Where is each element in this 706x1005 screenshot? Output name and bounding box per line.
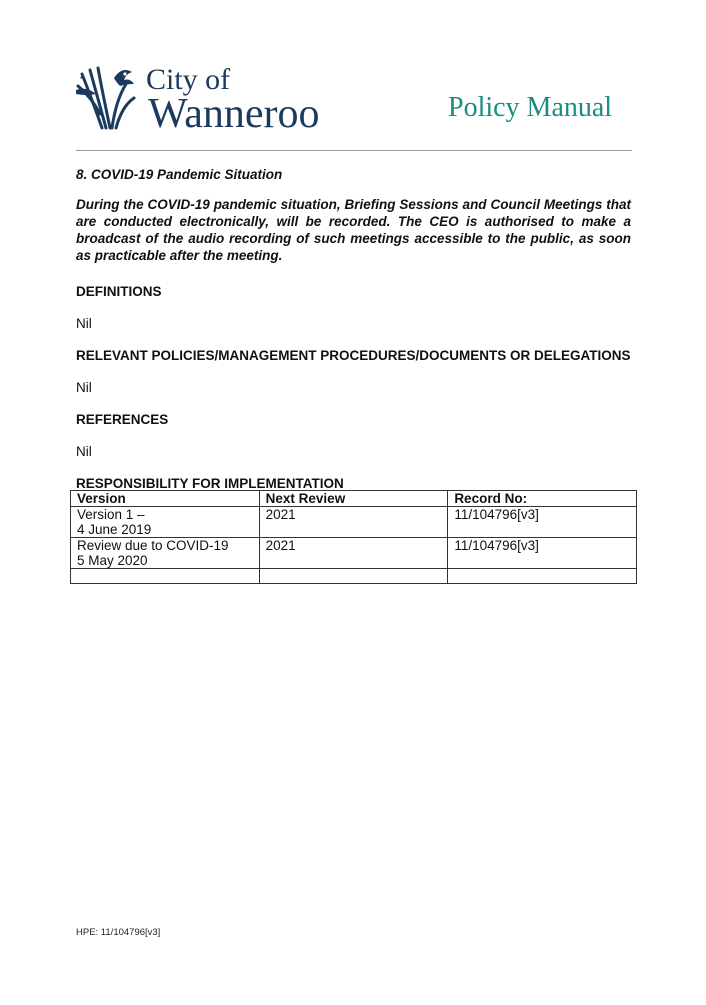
- table-row-empty: [71, 569, 637, 584]
- references-heading: REFERENCES: [76, 412, 169, 427]
- col-version-header: Version: [71, 491, 260, 507]
- version-line1: Review due to COVID-19: [77, 538, 229, 553]
- empty-cell: [71, 569, 260, 584]
- footer-hpe-reference: HPE: 11/104796[v3]: [76, 927, 161, 938]
- header-divider: [76, 150, 632, 151]
- version-line2: 4 June 2019: [77, 522, 152, 537]
- document-body: [76, 166, 631, 507]
- table-header-row: [71, 491, 637, 507]
- policy-manual-title: Policy Manual: [448, 92, 613, 123]
- record-cell: 11/104796[v3]: [448, 538, 637, 569]
- section-heading: 8. COVID-19 Pandemic Situation: [76, 167, 283, 182]
- version-cell: [71, 507, 260, 538]
- references-text: Nil: [76, 444, 92, 459]
- responsibility-heading: RESPONSIBILITY FOR IMPLEMENTATION: [76, 476, 344, 491]
- logo-city-text: City of: [146, 63, 231, 96]
- wanneroo-emblem-icon: [76, 64, 142, 132]
- empty-cell: [259, 569, 448, 584]
- definitions-text: Nil: [76, 316, 92, 331]
- version-cell: [71, 538, 260, 569]
- next-review-cell: 2021: [259, 538, 448, 569]
- empty-cell: [448, 569, 637, 584]
- version-line1: Version 1 –: [77, 507, 145, 522]
- definitions-heading: DEFINITIONS: [76, 284, 162, 299]
- city-logo: [76, 63, 326, 137]
- version-line2: 5 May 2020: [77, 553, 148, 568]
- col-next-review-header: Next Review: [259, 491, 448, 507]
- relevant-policies-heading: RELEVANT POLICIES/MANAGEMENT PROCEDURES/DOCUMENTS OR DELEGATIONS: [76, 348, 631, 363]
- section-text: During the COVID-19 pandemic situation, Briefing Sessions and Council Meetings that are conducted electronically, will be recorded. The CEO is authorised to make a broadcast of the audio recording of such meetings accessible to the public, as soon as practicable after the meeting.: [76, 197, 631, 263]
- col-record-header: Record No:: [448, 491, 637, 507]
- next-review-cell: 2021: [259, 507, 448, 538]
- logo-wanneroo-text: Wanneroo: [148, 91, 320, 137]
- table-row: [71, 538, 637, 569]
- relevant-policies-text: Nil: [76, 380, 92, 395]
- record-cell: 11/104796[v3]: [448, 507, 637, 538]
- version-table: [70, 490, 637, 584]
- table-row: [71, 507, 637, 538]
